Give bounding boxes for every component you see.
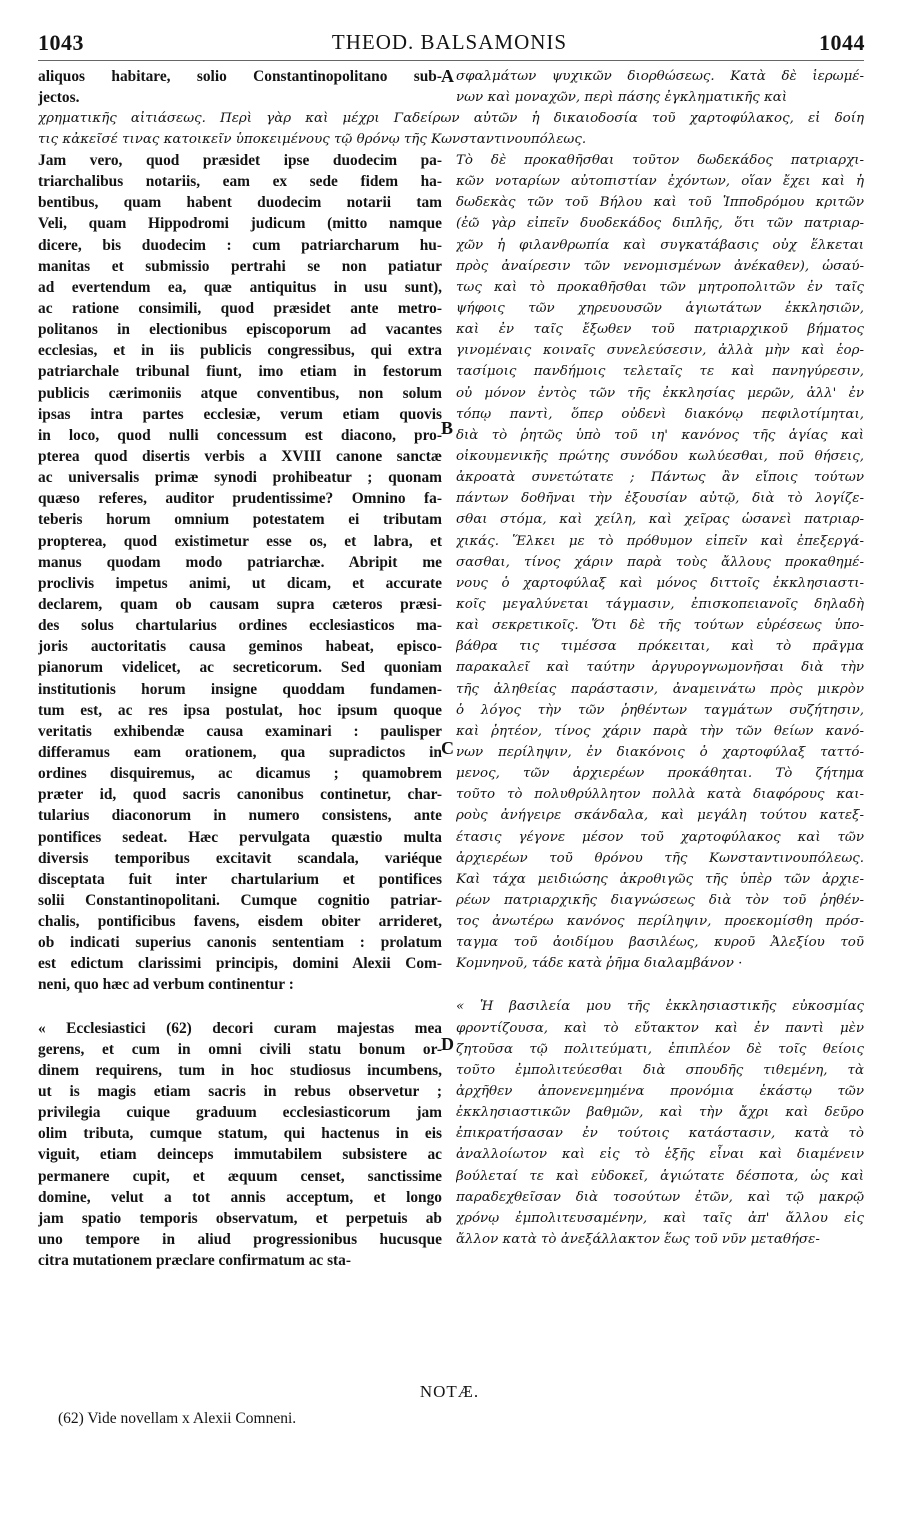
- latin-text-line: proclivis impetus animi, ut dicam, et accurate: [38, 574, 442, 592]
- greek-text-line: νων καὶ μοναχῶν, περὶ πάσης ἐγκληματικῆς καὶ: [456, 90, 788, 106]
- margin-marker-c: C: [441, 738, 454, 758]
- greek-text-line: κῶν νοταρίων αὐτοπιστίαν ἐχόντων, οἵαν ἔχει καὶ ἡ: [456, 174, 864, 190]
- latin-text-line: solii Constantinopolitani. Cumque cognitio patriar-: [38, 891, 442, 909]
- greek-text-line: χρηματικῆς αἰτιάσεως. Περὶ γὰρ καὶ μέχρι Γαδείρων αὐτῶν ἡ δικαιοδοσία τοῦ χαρτοφύλακος, εἰ δοίη: [38, 111, 864, 126]
- page-number-right: 1044: [819, 30, 865, 55]
- greek-full-width-text: [38, 108, 864, 150]
- greek-text-line: σθαι στόμα, καὶ χείλη, καὶ χεῖρας ὡσανεὶ πατριαρ-: [456, 512, 864, 528]
- greek-text-line: φροντίζουσα, καὶ τὸ εὔτακτον καὶ ἐν παντὶ μὲν: [456, 1020, 864, 1036]
- notes-heading: NOTÆ.: [419, 1382, 480, 1401]
- greek-text-line: ἐκκλησιαστικῶν βαθμῶν, καὶ τὴν ἄχρι καὶ δεῦρο: [456, 1105, 864, 1121]
- latin-text-line: ecclesias, et in iis publicis congressibus, qui extra: [38, 342, 442, 360]
- greek-text-line: τος ἀνωτέρω κανόνος περίληψιν, προεκομίσθη πρόσ-: [456, 914, 864, 930]
- latin-text-line: diversis temporibus excitavit scandala, variéque: [38, 849, 442, 867]
- latin-text-line: joris auctoritatis causa geminos habeat, episco-: [38, 638, 442, 656]
- latin-text-line: pianorum videlicet, ac secreticorum. Sed quoniam: [38, 659, 442, 677]
- greek-text-line: ψήφοις τῶν χηρευουσῶν ἁγιωτάτων ἐκκλησιῶν,: [456, 300, 864, 316]
- latin-text-line: dinem requirens, tum in hoc studiosus incumbens,: [38, 1061, 442, 1079]
- latin-text-line: ad evertendum ea, quæ antiquitus in usu sunt),: [38, 278, 442, 296]
- latin-text-line: olim tributa, cumque statum, qui hactenus in eis: [38, 1125, 442, 1143]
- latin-text-line: « Ecclesiastici (62) decori curam majestas mea: [38, 1019, 442, 1037]
- footnote: (62) Vide novellam x Alexii Comneni.: [58, 1410, 297, 1427]
- latin-text-line: politanos in electionibus episcoporum ad vacantes: [38, 321, 442, 339]
- latin-column-top: [38, 66, 442, 108]
- greek-text-line: ἀκροατὰ συνετώτατε ; Πάντως ἂν εἴποις τούτων: [456, 470, 864, 486]
- greek-text-line: καὶ ἐν ταῖς ἔξωθεν τοῦ πατριαρχικοῦ βήματος: [456, 322, 864, 338]
- greek-text-line: Τὸ δὲ προκαθῆσθαι τοῦτον δωδεκάδος πατριαρχι-: [456, 153, 864, 168]
- latin-text-line: ordines disquiremus, ac dicamus ; quamobrem: [38, 765, 442, 783]
- greek-column: [456, 150, 864, 1250]
- latin-text-line: est edictum clarissimi principis, domini Alexii Com-: [38, 955, 442, 973]
- greek-text-line: πάντων δοθῆναι τὴν ἐξουσίαν αὐτῷ, διὰ τὸ λογίζε-: [456, 491, 864, 507]
- greek-text-line: καὶ ῥητέον, τίνος χάριν παρὰ τὴν τῶν θείων κανό-: [456, 723, 864, 739]
- greek-text-line: Καὶ τάχα μειδιώσης ἀκροθιγῶς τῆς ὑπὲρ τῶν ἀρχιε-: [456, 871, 864, 887]
- paragraph-gap: [38, 996, 442, 1018]
- greek-text-line: βάθρα τις τιμέσσα πρόκειται, καὶ τὸ πρᾶγμα: [456, 639, 864, 655]
- margin-marker-a: A: [441, 66, 454, 86]
- latin-column: [38, 150, 442, 1271]
- latin-text-line: pterea quod disertis verbis a XVIII canone sanctæ: [38, 447, 442, 465]
- latin-text-line: disceptata fuit inter chartularium et pontifices: [38, 870, 442, 888]
- margin-marker-b: B: [441, 418, 454, 438]
- latin-text-line: neni, quo hæc ad verbum continentur :: [38, 976, 294, 994]
- greek-text-line: ἐπικρατήσασαν ἐν τούτοις κατάστασιν, κατὰ τὸ: [456, 1126, 864, 1142]
- latin-text-line: jam spatio temporis observatum, et perpetuis ab: [38, 1209, 442, 1227]
- greek-text-line: καὶ σεκρετικοῖς. Ὅτι δὲ τῆς τούτων εὑρέσεως ὑπο-: [456, 618, 864, 634]
- greek-text-line: σφαλμάτων ψυχικῶν διορθώσεως. Κατὰ δὲ ἱερωμέ-: [456, 69, 864, 84]
- running-title: THEOD. BALSAMONIS: [331, 30, 568, 54]
- greek-text-line: τοῦτο τὸ πολυθρύλλητον πολλὰ κατὰ διαφόρους και-: [456, 787, 864, 803]
- latin-text-line: citra mutationem præclare confirmatum ac sta-: [38, 1252, 351, 1270]
- latin-text-line: patriarchale tribunal fiunt, imo etiam in festorum: [38, 363, 442, 381]
- greek-text-line: ἀρχιερέων τοῦ θρόνου τῆς Κωνσταντινουπόλεως.: [456, 850, 864, 866]
- latin-text-line: chalis, pontificibus favens, eisdem obiter arrideret,: [38, 913, 442, 931]
- greek-text-line: γινομέναις κοιναῖς συνελεύσεσιν, ἀλλὰ μὴν καὶ ἑορ-: [456, 343, 864, 359]
- latin-text-line: tum est, ac res ipsa postulat, hoc ipsum quoque: [38, 701, 442, 719]
- greek-text-line: τασίμοις πανδήμοις τελεταῖς τε καὶ πανηγύρεσιν,: [456, 364, 864, 380]
- greek-text-line: χῶν ἡ φιλανθρωπία καὶ συγκατάβασις οὐχ ἕλκεται: [456, 237, 864, 253]
- latin-text-line: gerens, et cum in omni civili statu bonum or-: [38, 1040, 442, 1058]
- latin-text-line: pontifices sedeat. Hæc pervulgata quæstio multa: [38, 828, 442, 846]
- latin-text-line: uno tempore in aliud progressionibus hucusque: [38, 1231, 442, 1249]
- greek-text-line: ροὺς ἀνήγειρε σκάνδαλα, καὶ μεγάλη τούτου κατεξ-: [456, 808, 864, 824]
- greek-text-line: (ἐῶ γὰρ εἰπεῖν δυοδεκάδος διπλῆς, ὅτι τῶν πατριαρ-: [456, 216, 864, 232]
- latin-text-line: quæso referes, auditor prudentissime? Omnino fa-: [38, 490, 442, 508]
- greek-text-line: σασθαι, τίνος χάριν παρὰ τοὺς ἄλλους προκαθημέ-: [456, 554, 864, 570]
- latin-text-line: ac universalis primæ synodi prohibeatur ; quonam: [38, 469, 442, 487]
- latin-text-line: ob indicati superius canonis sententiam : prolatum: [38, 934, 442, 952]
- greek-text-line: χρόνῳ ἐμπολιτευσαμένην, καὶ ταῖς ἀπ' ἄλλου εἰς: [456, 1210, 864, 1226]
- latin-text-line: privilegia cuique graduum ecclesiasticorum jam: [38, 1104, 442, 1122]
- latin-text-line: differamus eam orationem, qua supradictos in: [38, 743, 442, 761]
- greek-text-line: ἀναλλοίωτον καὶ εἰς τὸ ἑξῆς εἶναι καὶ διαμένειν: [456, 1147, 864, 1163]
- greek-text-line: νους ὁ χαρτοφύλαξ καὶ μόνος διττοῖς ἐκκλησιαστι-: [456, 575, 864, 591]
- latin-text-line: præter id, quod sacris canonibus continetur, char-: [38, 786, 442, 804]
- latin-text-line: domine, velut a tot annis acceptum, et longo: [38, 1188, 442, 1206]
- greek-text-line: ρέων πατριαρχικῆς διαγνώσεως διὰ τὸν τοῦ ῥηθέν-: [456, 892, 864, 908]
- greek-text-line: κοῖς μεγαλύνεται τάγμασιν, ἐπισκοπειανοῖς δηλαδὴ: [456, 596, 864, 612]
- latin-text-line: institutionis horum insigne quoddam fundamen-: [38, 680, 442, 698]
- latin-text-line: viguit, etiam deinceps immutabilem subsistere ac: [38, 1146, 442, 1164]
- greek-text-line: ὁ λόγος τὴν τῶν ῥηθέντων ταγμάτων συζήτησιν,: [456, 702, 864, 718]
- greek-text-line: τοῦτο ἐμπολιτεύεσθαι διὰ σπουδῆς τιθεμένη, τὰ: [456, 1062, 864, 1078]
- greek-text-line: τως καὶ τὸ προκαθῆσθαι τῶν μητροπολιτῶν ἐν ταῖς: [456, 279, 864, 295]
- latin-text-line: teberis horum omnium potestatem ei tributam: [38, 511, 442, 529]
- margin-marker-d: D: [441, 1034, 454, 1054]
- greek-text-line: παραδεχθεῖσαν διὰ τοσούτων ἐτῶν, καὶ τῷ μακρῷ: [456, 1189, 864, 1205]
- greek-text-line: δωδεκὰς τῶν τοῦ Βήλου καὶ τοῦ Ἱπποδρόμου κριτῶν: [456, 195, 864, 211]
- latin-text-line: ac ratione consimili, quod præsidet ante metro-: [38, 299, 442, 317]
- latin-text-line: Veli, quam Hippodromi judicum (mitto namque: [38, 215, 442, 233]
- latin-text-line: bentibus, quam habent duodecim notarii tam: [38, 194, 442, 212]
- greek-text-line: ταγμα τοῦ ἀοιδίμου βασιλέως, κυροῦ Ἀλεξίου τοῦ: [456, 935, 864, 951]
- greek-text-line: Κομνηνοῦ, τάδε κατὰ ῥῆμα διαλαμβάνον ·: [456, 956, 743, 972]
- greek-text-line: « Ἡ βασιλεία μου τῆς ἐκκλησιαστικῆς εὐκοσμίας: [456, 999, 864, 1015]
- greek-text-line: ἄλλον κατὰ τὸ ἀνεξάλλακτον ἕως τοῦ νῦν μεταθήσε-: [456, 1232, 820, 1248]
- paragraph-gap: [456, 974, 864, 996]
- latin-text-line: tularius diaconorum in numero consistens, ante: [38, 807, 442, 825]
- latin-text-line: Jam vero, quod præsidet ipse duodecim pa-: [38, 152, 442, 169]
- greek-text-line: χικάς. Ἕλκει με τὸ πρόθυμον εἰπεῖν καὶ ἐπεξεργά-: [456, 533, 864, 549]
- greek-text-line: διὰ τὸ ῥητῶς ὑπὸ τοῦ ιη' κανόνος τῆς ἁγίας καὶ: [456, 427, 864, 443]
- latin-text-line: propterea, quod existimetur esse os, et labra, et: [38, 532, 442, 550]
- latin-text-line: veritatis exhibendæ causa examinari : paulisper: [38, 722, 442, 740]
- latin-text-line: permanere cupit, et æquum censet, sanctissime: [38, 1167, 442, 1185]
- header-rule: [38, 60, 864, 61]
- latin-text-line: manus quodam modo patriarchæ. Abripit me: [38, 553, 442, 571]
- latin-text-line: publicis cærimoniis atque conventibus, non solum: [38, 384, 442, 402]
- latin-text-line: jectos.: [38, 89, 80, 107]
- greek-text-line: έτασις γέγονε μέσον τοῦ χαρτοφύλακος καὶ τῶν: [456, 829, 864, 845]
- latin-text-line: triarchalibus notariis, eam ex sede fidem ha-: [38, 173, 442, 191]
- latin-text-line: declarem, quam ob causam supra cæteros præsi-: [38, 595, 442, 613]
- greek-text-line: πρὸς ἀναίρεσιν τῶν νενομισμένων ἀνέκαθεν), ὡσαύ-: [456, 258, 864, 274]
- latin-text-line: des solus chartularius ordines ecclesiasticos ma-: [38, 617, 442, 635]
- latin-text-line: dicere, bis duodecim : cum patriarcharum hu-: [38, 236, 442, 254]
- greek-text-line: ζητοῦσα τῷ πολιτεύματι, ἐπιπλέον δὲ τοῖς θείοις: [456, 1041, 864, 1057]
- greek-text-line: οἰκουμενικῆς πρώτης συνόδου κωλύεσθαι, ποῦ θήσεις,: [456, 448, 864, 464]
- greek-text-line: νων περίληψιν, ἐν διακόνοις ὁ χαρτοφύλαξ ταττό-: [456, 744, 864, 760]
- latin-text-line: aliquos habitare, solio Constantinopolitano sub-: [38, 68, 442, 85]
- latin-text-line: in loco, quod nulli concessum est diacono, pro-: [38, 426, 442, 444]
- greek-text-line: βούλεταί τε καὶ εὐδοκεῖ, ἁγιώτατε δέσποτα, ὡς καὶ: [456, 1168, 864, 1184]
- page-number-left: 1043: [38, 30, 84, 55]
- greek-text-line: οὐ μόνον ἐντὸς τῶν τῆς ἐκκλησίας μερῶν, ἀλλ' ἐν: [456, 385, 864, 401]
- greek-text-line: τις κἀκεῖσέ τινας κατοικεῖν ὑποκειμένους τῷ θρόνῳ τῆς Κωνσταντινουπόλεως.: [38, 132, 587, 148]
- greek-text-line: μενος, τῶν ἀρχιερέων προκάθηται. Τὸ ζήτημα: [456, 766, 864, 782]
- greek-text-line: παρακαλεῖ καὶ ταύτην ἀργυρογνωμονῆσαι διὰ τὴν: [456, 660, 864, 676]
- greek-text-line: τόπῳ παντὶ, ὅπερ οὐδενὶ διακόνῳ πεφιλοτίμηται,: [456, 406, 864, 422]
- greek-text-line: τῆς ἀληθείας παράστασιν, ἀναμεινάτω πρὸς μικρὸν: [456, 681, 864, 697]
- latin-text-line: ut is magis etiam sacris in rebus observetur ;: [38, 1083, 442, 1101]
- greek-column-top: [456, 66, 864, 108]
- greek-text-line: ἀρχῆθεν ἀπονενεμημένα προνόμια ἑκάστῳ τῶν: [456, 1084, 864, 1100]
- latin-text-line: manitas et submissio pertrahi se non patiatur: [38, 257, 442, 275]
- latin-text-line: ipsas intra partes ecclesiæ, verum etiam quovis: [38, 405, 442, 423]
